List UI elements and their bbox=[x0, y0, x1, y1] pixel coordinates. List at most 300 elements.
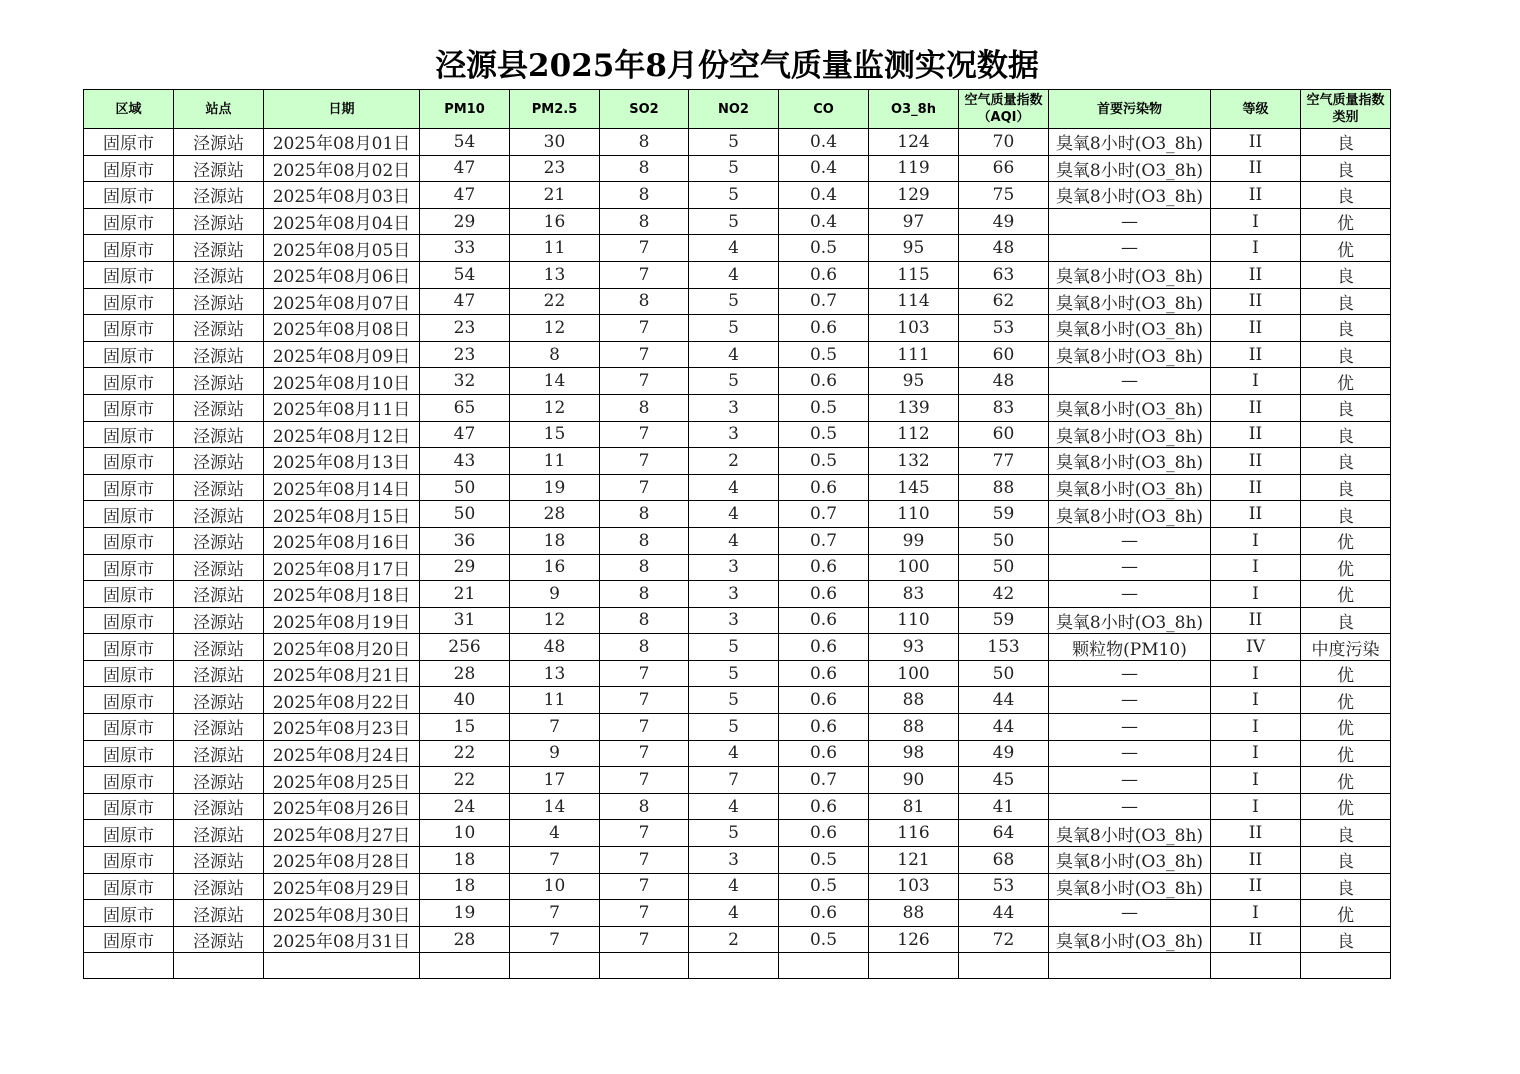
table-cell: 5 bbox=[689, 155, 779, 182]
table-cell: 良 bbox=[1301, 394, 1391, 421]
table-cell: 145 bbox=[869, 474, 959, 501]
table-cell: 7 bbox=[600, 660, 689, 687]
header-cell: PM10 bbox=[420, 90, 510, 129]
table-cell: 5 bbox=[689, 687, 779, 714]
table-cell: 2025年08月15日 bbox=[264, 501, 420, 528]
table-cell: I bbox=[1211, 900, 1301, 927]
table-cell: 72 bbox=[959, 926, 1049, 953]
table-cell: 7 bbox=[600, 687, 689, 714]
table-cell: 16 bbox=[510, 208, 600, 235]
table-cell: 良 bbox=[1301, 501, 1391, 528]
table-cell: 2025年08月06日 bbox=[264, 261, 420, 288]
table-cell: 28 bbox=[420, 660, 510, 687]
table-cell: 良 bbox=[1301, 261, 1391, 288]
table-cell: 50 bbox=[420, 501, 510, 528]
table-cell: 泾源站 bbox=[174, 820, 264, 847]
table-cell: 126 bbox=[869, 926, 959, 953]
table-cell: 固原市 bbox=[84, 847, 174, 874]
table-cell: 2025年08月16日 bbox=[264, 527, 420, 554]
table-cell: 固原市 bbox=[84, 261, 174, 288]
table-cell: I bbox=[1211, 527, 1301, 554]
table-cell: 2025年08月11日 bbox=[264, 394, 420, 421]
table-cell: 4 bbox=[689, 793, 779, 820]
table-cell: 53 bbox=[959, 315, 1049, 342]
table-row bbox=[84, 261, 1391, 288]
table-cell: 0.5 bbox=[779, 873, 869, 900]
table-cell: 110 bbox=[869, 607, 959, 634]
table-row bbox=[84, 740, 1391, 767]
table-cell: 88 bbox=[869, 714, 959, 741]
table-cell: 8 bbox=[600, 527, 689, 554]
table-cell: 103 bbox=[869, 315, 959, 342]
table-cell: 5 bbox=[689, 182, 779, 209]
table-cell: 臭氧8小时(O3_8h) bbox=[1049, 341, 1211, 368]
table-row bbox=[84, 155, 1391, 182]
table-cell: 0.6 bbox=[779, 368, 869, 395]
table-cell: 7 bbox=[600, 740, 689, 767]
table-cell: 0.6 bbox=[779, 793, 869, 820]
table-cell: 7 bbox=[510, 900, 600, 927]
table-cell: 132 bbox=[869, 448, 959, 475]
table-cell: 119 bbox=[869, 155, 959, 182]
header-cell: 站点 bbox=[174, 90, 264, 129]
table-cell: 0.6 bbox=[779, 820, 869, 847]
table-cell: 泾源站 bbox=[174, 501, 264, 528]
table-cell: — bbox=[1049, 793, 1211, 820]
table-cell: 29 bbox=[420, 208, 510, 235]
table-cell: 0.6 bbox=[779, 261, 869, 288]
table-cell: 8 bbox=[600, 208, 689, 235]
table-cell: 良 bbox=[1301, 847, 1391, 874]
table-cell: 4 bbox=[689, 527, 779, 554]
empty-row bbox=[84, 953, 1391, 979]
table-cell: 41 bbox=[959, 793, 1049, 820]
table-cell: 2025年08月27日 bbox=[264, 820, 420, 847]
table-cell: 中度污染 bbox=[1301, 634, 1391, 661]
table-cell: 0.6 bbox=[779, 474, 869, 501]
table-cell: 19 bbox=[420, 900, 510, 927]
table-cell: 泾源站 bbox=[174, 368, 264, 395]
table-cell: 12 bbox=[510, 315, 600, 342]
table-cell: 2025年08月03日 bbox=[264, 182, 420, 209]
table-cell: 2025年08月25日 bbox=[264, 767, 420, 794]
table-cell: 114 bbox=[869, 288, 959, 315]
table-cell: 4 bbox=[689, 501, 779, 528]
table-cell: — bbox=[1049, 714, 1211, 741]
table-row bbox=[84, 288, 1391, 315]
table-cell: 98 bbox=[869, 740, 959, 767]
table-row bbox=[84, 527, 1391, 554]
table-cell: 47 bbox=[420, 288, 510, 315]
table-cell: 4 bbox=[689, 341, 779, 368]
table-cell: 泾源站 bbox=[174, 581, 264, 608]
empty-cell bbox=[174, 953, 264, 979]
table-cell: 0.7 bbox=[779, 501, 869, 528]
table-cell: 60 bbox=[959, 421, 1049, 448]
table-cell: 优 bbox=[1301, 660, 1391, 687]
table-cell: 0.6 bbox=[779, 554, 869, 581]
table-cell: 固原市 bbox=[84, 873, 174, 900]
table-cell: 16 bbox=[510, 554, 600, 581]
table-cell: 固原市 bbox=[84, 341, 174, 368]
table-cell: 2025年08月12日 bbox=[264, 421, 420, 448]
table-cell: 泾源站 bbox=[174, 261, 264, 288]
table-row bbox=[84, 767, 1391, 794]
table-cell: 良 bbox=[1301, 315, 1391, 342]
table-cell: 23 bbox=[420, 341, 510, 368]
table-cell: 2025年08月13日 bbox=[264, 448, 420, 475]
table-cell: 8 bbox=[600, 501, 689, 528]
table-cell: 2025年08月02日 bbox=[264, 155, 420, 182]
table-cell: 2025年08月19日 bbox=[264, 607, 420, 634]
table-cell: 良 bbox=[1301, 607, 1391, 634]
table-cell: 2025年08月01日 bbox=[264, 129, 420, 156]
table-cell: 14 bbox=[510, 793, 600, 820]
table-cell: 112 bbox=[869, 421, 959, 448]
table-cell: 49 bbox=[959, 740, 1049, 767]
table-cell: 优 bbox=[1301, 767, 1391, 794]
table-cell: 103 bbox=[869, 873, 959, 900]
table-cell: 0.5 bbox=[779, 235, 869, 262]
table-cell: 4 bbox=[689, 740, 779, 767]
air-quality-table bbox=[83, 89, 1391, 979]
table-cell: 53 bbox=[959, 873, 1049, 900]
table-cell: 48 bbox=[959, 235, 1049, 262]
table-cell: — bbox=[1049, 740, 1211, 767]
table-cell: 13 bbox=[510, 261, 600, 288]
table-cell: 50 bbox=[959, 554, 1049, 581]
table-cell: 42 bbox=[959, 581, 1049, 608]
table-cell: 66 bbox=[959, 155, 1049, 182]
table-row bbox=[84, 714, 1391, 741]
table-cell: IV bbox=[1211, 634, 1301, 661]
table-cell: — bbox=[1049, 527, 1211, 554]
table-cell: 泾源站 bbox=[174, 474, 264, 501]
table-cell: 良 bbox=[1301, 288, 1391, 315]
table-cell: 19 bbox=[510, 474, 600, 501]
table-cell: I bbox=[1211, 554, 1301, 581]
table-cell: I bbox=[1211, 714, 1301, 741]
table-cell: 2025年08月04日 bbox=[264, 208, 420, 235]
table-cell: 臭氧8小时(O3_8h) bbox=[1049, 129, 1211, 156]
table-cell: — bbox=[1049, 554, 1211, 581]
table-cell: 良 bbox=[1301, 873, 1391, 900]
table-cell: 7 bbox=[510, 847, 600, 874]
table-cell: 0.7 bbox=[779, 527, 869, 554]
empty-cell bbox=[779, 953, 869, 979]
table-cell: 7 bbox=[600, 900, 689, 927]
table-cell: 115 bbox=[869, 261, 959, 288]
header-cell: O3_8h bbox=[869, 90, 959, 129]
table-cell: 臭氧8小时(O3_8h) bbox=[1049, 820, 1211, 847]
table-cell: II bbox=[1211, 288, 1301, 315]
table-cell: 4 bbox=[510, 820, 600, 847]
table-cell: 固原市 bbox=[84, 767, 174, 794]
empty-cell bbox=[1301, 953, 1391, 979]
table-cell: 2025年08月18日 bbox=[264, 581, 420, 608]
table-row bbox=[84, 926, 1391, 953]
table-cell: I bbox=[1211, 368, 1301, 395]
table-cell: 泾源站 bbox=[174, 554, 264, 581]
table-cell: 24 bbox=[420, 793, 510, 820]
table-cell: 64 bbox=[959, 820, 1049, 847]
table-cell: 22 bbox=[420, 767, 510, 794]
table-row bbox=[84, 900, 1391, 927]
table-cell: 臭氧8小时(O3_8h) bbox=[1049, 448, 1211, 475]
table-cell: 5 bbox=[689, 660, 779, 687]
table-cell: II bbox=[1211, 448, 1301, 475]
table-cell: II bbox=[1211, 182, 1301, 209]
table-cell: 泾源站 bbox=[174, 208, 264, 235]
table-cell: — bbox=[1049, 900, 1211, 927]
table-cell: 3 bbox=[689, 607, 779, 634]
table-cell: 泾源站 bbox=[174, 900, 264, 927]
table-row bbox=[84, 368, 1391, 395]
table-row bbox=[84, 581, 1391, 608]
table-cell: 固原市 bbox=[84, 315, 174, 342]
table-cell: 固原市 bbox=[84, 527, 174, 554]
table-cell: 臭氧8小时(O3_8h) bbox=[1049, 155, 1211, 182]
table-cell: 33 bbox=[420, 235, 510, 262]
table-cell: I bbox=[1211, 767, 1301, 794]
table-cell: 7 bbox=[600, 235, 689, 262]
table-cell: 14 bbox=[510, 368, 600, 395]
table-cell: 45 bbox=[959, 767, 1049, 794]
table-cell: 31 bbox=[420, 607, 510, 634]
table-row bbox=[84, 474, 1391, 501]
table-cell: 8 bbox=[600, 288, 689, 315]
table-cell: 62 bbox=[959, 288, 1049, 315]
table-cell: 臭氧8小时(O3_8h) bbox=[1049, 288, 1211, 315]
header-cell: CO bbox=[779, 90, 869, 129]
table-row bbox=[84, 847, 1391, 874]
table-cell: II bbox=[1211, 501, 1301, 528]
table-cell: 30 bbox=[510, 129, 600, 156]
table-cell: 臭氧8小时(O3_8h) bbox=[1049, 474, 1211, 501]
table-cell: 43 bbox=[420, 448, 510, 475]
table-cell: I bbox=[1211, 687, 1301, 714]
table-cell: 4 bbox=[689, 235, 779, 262]
header-cell: 日期 bbox=[264, 90, 420, 129]
table-cell: 129 bbox=[869, 182, 959, 209]
table-cell: 泾源站 bbox=[174, 634, 264, 661]
table-cell: 2025年08月10日 bbox=[264, 368, 420, 395]
table-cell: II bbox=[1211, 155, 1301, 182]
table-cell: II bbox=[1211, 926, 1301, 953]
table-cell: 7 bbox=[600, 926, 689, 953]
table-cell: 0.4 bbox=[779, 155, 869, 182]
table-cell: 固原市 bbox=[84, 926, 174, 953]
table-cell: 9 bbox=[510, 581, 600, 608]
table-cell: 11 bbox=[510, 448, 600, 475]
table-cell: — bbox=[1049, 767, 1211, 794]
table-cell: 固原市 bbox=[84, 421, 174, 448]
table-row bbox=[84, 634, 1391, 661]
table-row bbox=[84, 501, 1391, 528]
table-cell: 3 bbox=[689, 554, 779, 581]
table-cell: 110 bbox=[869, 501, 959, 528]
table-cell: 48 bbox=[510, 634, 600, 661]
table-cell: 泾源站 bbox=[174, 235, 264, 262]
table-cell: 固原市 bbox=[84, 448, 174, 475]
table-cell: 28 bbox=[420, 926, 510, 953]
table-cell: II bbox=[1211, 820, 1301, 847]
table-cell: 优 bbox=[1301, 793, 1391, 820]
table-cell: 固原市 bbox=[84, 501, 174, 528]
empty-cell bbox=[689, 953, 779, 979]
table-row bbox=[84, 129, 1391, 156]
table-cell: 固原市 bbox=[84, 820, 174, 847]
table-cell: 8 bbox=[600, 182, 689, 209]
table-cell: 83 bbox=[959, 394, 1049, 421]
table-cell: 优 bbox=[1301, 714, 1391, 741]
table-cell: II bbox=[1211, 873, 1301, 900]
table-cell: 泾源站 bbox=[174, 767, 264, 794]
table-cell: 泾源站 bbox=[174, 873, 264, 900]
header-cell: NO2 bbox=[689, 90, 779, 129]
table-cell: 臭氧8小时(O3_8h) bbox=[1049, 873, 1211, 900]
table-cell: 111 bbox=[869, 341, 959, 368]
table-cell: 固原市 bbox=[84, 182, 174, 209]
table-cell: — bbox=[1049, 581, 1211, 608]
header-cell: SO2 bbox=[600, 90, 689, 129]
table-cell: 5 bbox=[689, 288, 779, 315]
table-cell: 7 bbox=[600, 448, 689, 475]
table-cell: 153 bbox=[959, 634, 1049, 661]
table-cell: 93 bbox=[869, 634, 959, 661]
table-cell: 59 bbox=[959, 501, 1049, 528]
table-row bbox=[84, 448, 1391, 475]
empty-cell bbox=[264, 953, 420, 979]
table-cell: 泾源站 bbox=[174, 448, 264, 475]
header-row bbox=[84, 90, 1391, 129]
table-cell: I bbox=[1211, 208, 1301, 235]
table-cell: 95 bbox=[869, 235, 959, 262]
table-cell: 2025年08月14日 bbox=[264, 474, 420, 501]
table-cell: 88 bbox=[869, 900, 959, 927]
header-cell: 空气质量指数（AQI） bbox=[959, 90, 1049, 129]
table-cell: 7 bbox=[600, 474, 689, 501]
empty-cell bbox=[420, 953, 510, 979]
table-cell: 99 bbox=[869, 527, 959, 554]
table-cell: 3 bbox=[689, 421, 779, 448]
table-cell: 63 bbox=[959, 261, 1049, 288]
table-cell: 良 bbox=[1301, 182, 1391, 209]
table-cell: 泾源站 bbox=[174, 341, 264, 368]
table-cell: 29 bbox=[420, 554, 510, 581]
table-cell: 0.6 bbox=[779, 687, 869, 714]
table-cell: 泾源站 bbox=[174, 687, 264, 714]
table-cell: 22 bbox=[420, 740, 510, 767]
table-cell: 2025年08月26日 bbox=[264, 793, 420, 820]
table-cell: 21 bbox=[420, 581, 510, 608]
table-cell: II bbox=[1211, 847, 1301, 874]
table-cell: 臭氧8小时(O3_8h) bbox=[1049, 501, 1211, 528]
table-cell: 36 bbox=[420, 527, 510, 554]
table-cell: 97 bbox=[869, 208, 959, 235]
table-cell: 44 bbox=[959, 687, 1049, 714]
header-cell: 区域 bbox=[84, 90, 174, 129]
table-cell: 良 bbox=[1301, 474, 1391, 501]
table-cell: 88 bbox=[869, 687, 959, 714]
table-cell: 7 bbox=[600, 820, 689, 847]
table-cell: 18 bbox=[420, 873, 510, 900]
table-cell: 7 bbox=[510, 926, 600, 953]
table-cell: 臭氧8小时(O3_8h) bbox=[1049, 261, 1211, 288]
table-cell: 100 bbox=[869, 554, 959, 581]
table-cell: 固原市 bbox=[84, 740, 174, 767]
table-cell: 0.6 bbox=[779, 714, 869, 741]
table-cell: 121 bbox=[869, 847, 959, 874]
table-cell: II bbox=[1211, 421, 1301, 448]
table-cell: 4 bbox=[689, 873, 779, 900]
table-cell: II bbox=[1211, 261, 1301, 288]
table-cell: 0.4 bbox=[779, 208, 869, 235]
table-cell: 3 bbox=[689, 581, 779, 608]
table-cell: 臭氧8小时(O3_8h) bbox=[1049, 421, 1211, 448]
table-cell: 8 bbox=[600, 607, 689, 634]
table-cell: 50 bbox=[420, 474, 510, 501]
table-cell: 优 bbox=[1301, 687, 1391, 714]
table-cell: 18 bbox=[510, 527, 600, 554]
table-cell: 3 bbox=[689, 394, 779, 421]
table-cell: 60 bbox=[959, 341, 1049, 368]
table-cell: 固原市 bbox=[84, 208, 174, 235]
table-row bbox=[84, 687, 1391, 714]
table-cell: 5 bbox=[689, 315, 779, 342]
table-cell: 0.5 bbox=[779, 847, 869, 874]
table-cell: 良 bbox=[1301, 820, 1391, 847]
table-cell: 11 bbox=[510, 687, 600, 714]
table-cell: 泾源站 bbox=[174, 394, 264, 421]
table-cell: 固原市 bbox=[84, 581, 174, 608]
table-cell: 7 bbox=[600, 714, 689, 741]
table-cell: 2025年08月17日 bbox=[264, 554, 420, 581]
table-cell: 固原市 bbox=[84, 660, 174, 687]
table-cell: 颗粒物(PM10) bbox=[1049, 634, 1211, 661]
table-cell: 泾源站 bbox=[174, 182, 264, 209]
table-row bbox=[84, 341, 1391, 368]
table-row bbox=[84, 182, 1391, 209]
table-cell: 7 bbox=[689, 767, 779, 794]
table-cell: 0.5 bbox=[779, 421, 869, 448]
table-row bbox=[84, 554, 1391, 581]
table-cell: 10 bbox=[420, 820, 510, 847]
table-cell: 8 bbox=[600, 554, 689, 581]
table-cell: 泾源站 bbox=[174, 288, 264, 315]
table-cell: 固原市 bbox=[84, 634, 174, 661]
table-cell: 7 bbox=[600, 315, 689, 342]
table-cell: 固原市 bbox=[84, 235, 174, 262]
table-cell: 68 bbox=[959, 847, 1049, 874]
table-cell: 100 bbox=[869, 660, 959, 687]
table-row bbox=[84, 660, 1391, 687]
table-cell: 0.6 bbox=[779, 900, 869, 927]
table-cell: 7 bbox=[600, 368, 689, 395]
table-cell: 泾源站 bbox=[174, 740, 264, 767]
table-cell: 15 bbox=[420, 714, 510, 741]
table-cell: 7 bbox=[600, 421, 689, 448]
table-cell: 臭氧8小时(O3_8h) bbox=[1049, 315, 1211, 342]
table-cell: 泾源站 bbox=[174, 421, 264, 448]
table-cell: 2025年08月28日 bbox=[264, 847, 420, 874]
table-cell: 优 bbox=[1301, 527, 1391, 554]
table-cell: — bbox=[1049, 368, 1211, 395]
header-cell: 首要污染物 bbox=[1049, 90, 1211, 129]
table-cell: 优 bbox=[1301, 554, 1391, 581]
table-cell: 124 bbox=[869, 129, 959, 156]
empty-cell bbox=[869, 953, 959, 979]
